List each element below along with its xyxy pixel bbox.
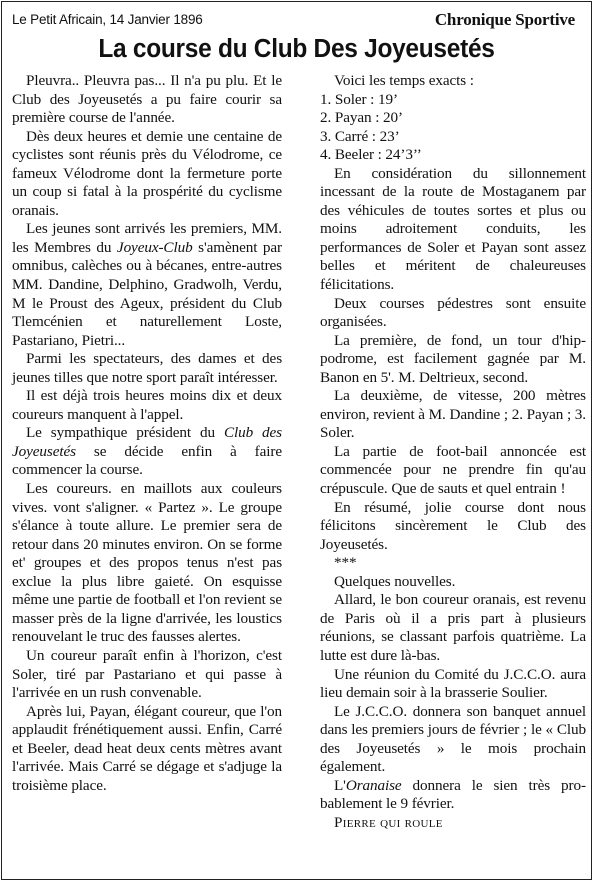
paragraph: Une réunion du Comité du J.C.C.O. aura lieu demain soir à la brasserie Soulier. bbox=[320, 665, 586, 702]
text-run: L' bbox=[334, 776, 346, 794]
paragraph: Il est déjà trois heures moins dix et deux coureurs manquent à l'appel. bbox=[12, 387, 282, 423]
paragraph: Dès deux heures et demie une centaine de cyclistes sont réunis près du Vélodrome, ce fameux Vélodrome dont la fermeture porte un coup si fatal à la prospérité du cyclisme oranais. bbox=[12, 127, 282, 219]
paragraph: Après lui, Payan, élégant coureur, que l'on applaudit frénétiquement aussi. Enfin, Carré et Beeler, dead heat deux cents mètres avant l'arrivée. Mais Carré se dégage et s'adjuge la troisième place. bbox=[12, 702, 282, 794]
paragraph: Pleuvra.. Pleuvra pas... Il n'a pu plu. Et le Club des Joyeusetés a pu faire courir sa première course de l'année. bbox=[12, 72, 282, 127]
paragraph bbox=[12, 220, 282, 350]
paragraph: La deuxième, de vitesse, 200 mètres environ, revient à M. Dandine ; 2. Payan ; 3. Soler. bbox=[320, 387, 586, 442]
result-line: 1. Soler : 19’ bbox=[320, 90, 398, 108]
paragraph bbox=[12, 424, 282, 480]
paragraph: Allard, le bon coureur oranais, est revenu de Paris où il a pris part à plusieurs réunions, se classant parfois quatrième. La lutte est dure là-bas. bbox=[320, 591, 586, 664]
paragraph: Deux courses pédestres sont ensuite organisées. bbox=[320, 294, 586, 331]
paragraph: En résumé, jolie course dont nous félicitons sincèrement le Club des Joyeusetés. bbox=[320, 498, 586, 553]
text-run: donnera le sien très probablement le 9 février. bbox=[320, 776, 586, 813]
clipping-header bbox=[12, 10, 581, 30]
rubric-title: Chronique Sportive bbox=[434, 10, 575, 29]
right-column bbox=[320, 72, 586, 832]
article-headline: La course du Club Des Joyeusetés bbox=[98, 35, 495, 63]
text-run: Le sympathique président du bbox=[26, 424, 224, 442]
paragraph: La partie de foot-bail annoncée est commencée pour ne prendre fin qu'au crépuscule. Que de sauts et quel entrain ! bbox=[320, 442, 586, 498]
paragraph: Les coureurs. en maillots aux couleurs vives. vont s'aligner. « Partez ». Le groupe s'élance à toute allure. Le premier sera de retour dans 20 minutes environ. On se forme et' groupes et des propos tenus n'est pas exclue la plus libre gaieté. On esquisse même une partie de football et l'on revient se masser près de la ligne d'arrivée, les loustics renouvelant le truc des fausses alertes. bbox=[12, 480, 282, 646]
result-line: 2. Payan : 20’ bbox=[320, 109, 403, 127]
paragraph: Un coureur paraît enfin à l'horizon, c'est Soler, tiré par Pastariano et qui passe à l'arrivée en un rush convenable. bbox=[12, 646, 282, 702]
author-signature: Pierre qui roule bbox=[334, 813, 443, 831]
paragraph bbox=[320, 777, 586, 814]
times-intro: Voici les temps exacts : bbox=[334, 72, 474, 89]
newspaper-clipping bbox=[1, 1, 592, 880]
newspaper-name-italic: Oranaise bbox=[345, 776, 402, 794]
text-run: s'amènent par omnibus, calèches ou à bécanes, entre-autres MM. Dandine, Delphino, Gradwolh, Verdu, M le Proust des Ageux, président du Club Tlemcénien et naturellement Loste, Pastariano, Pietri... bbox=[12, 238, 282, 349]
paragraph: Le J.C.C.O. donnera son banquet annuel dans les premiers jours de février ; le « Club des Joyeusetés » le mois prochain également. bbox=[320, 702, 586, 776]
section-separator: *** bbox=[334, 554, 357, 572]
text-run: se décide enfin à faire commencer la course. bbox=[12, 442, 282, 479]
source-line: Le Petit Africain, 14 Janvier 1896 bbox=[12, 12, 203, 27]
left-column bbox=[12, 72, 282, 795]
club-name-italic: Joyeux-Club bbox=[116, 238, 193, 256]
paragraph: En considération du sillonnement incessant de la route de Mostaganem par des véhicules de toutes sortes et plus ou moins adroitement conduits, les performances de Soler et Payan sont assez belles et méritent de chaleureuses félicitations. bbox=[320, 164, 586, 294]
news-intro: Quelques nouvelles. bbox=[334, 572, 456, 590]
paragraph: Parmi les spectateurs, des dames et des jeunes tilles que notre sport paraît intéresser. bbox=[12, 350, 282, 386]
paragraph: La première, de fond, un tour d'hippodrome, est facilement gagnée par M. Banon en 5'. M. Deltrieux, second. bbox=[320, 331, 586, 386]
result-line: 4. Beeler : 24’3’’ bbox=[320, 146, 422, 164]
text-run: Les jeunes sont arrivés les premiers, MM. les Membres du bbox=[12, 220, 282, 256]
club-name-italic: Club des Joyeusetés bbox=[12, 424, 282, 460]
result-line: 3. Carré : 23’ bbox=[320, 127, 400, 145]
